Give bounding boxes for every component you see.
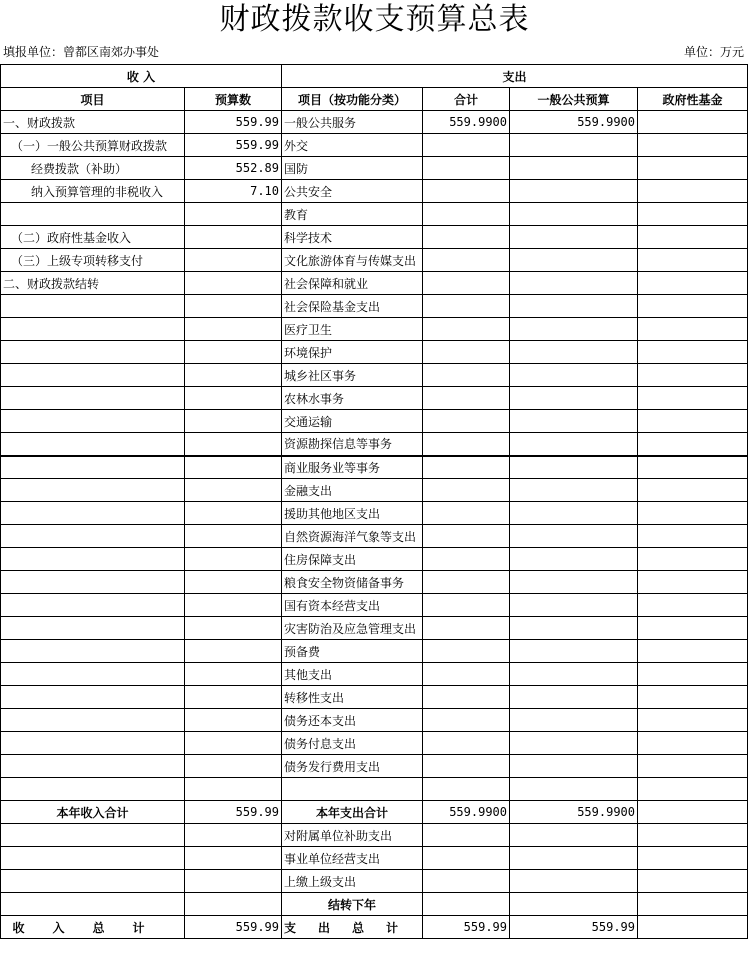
income-item-cell <box>1 663 185 686</box>
expense-general-cell <box>510 318 638 341</box>
expense-total-cell <box>423 847 510 870</box>
expense-general-cell <box>510 387 638 410</box>
expense-total-cell <box>423 456 510 479</box>
expense-item-cell: 文化旅游体育与传媒支出 <box>282 249 423 272</box>
expense-general-cell <box>510 617 638 640</box>
grand-total-row <box>1 916 748 939</box>
expense-general-cell <box>510 640 638 663</box>
expense-general-cell <box>510 548 638 571</box>
income-item-cell <box>1 410 185 433</box>
income-value-cell <box>185 663 282 686</box>
income-item-cell <box>1 824 185 847</box>
expense-total-cell <box>423 617 510 640</box>
expense-general-cell <box>510 847 638 870</box>
expense-general-cell <box>510 663 638 686</box>
income-item-cell: 一、财政拨款 <box>1 111 185 134</box>
table-row <box>1 709 748 732</box>
income-value-cell <box>185 732 282 755</box>
table-row <box>1 226 748 249</box>
expense-general-cell <box>510 502 638 525</box>
expense-total-cell <box>423 226 510 249</box>
grand-expense-label: 支出总计 <box>282 916 423 939</box>
carry-forward-row <box>1 893 748 916</box>
grand-income-label: 收入总计 <box>1 916 185 939</box>
expense-general-cell <box>510 479 638 502</box>
table-row <box>1 686 748 709</box>
expense-fund-cell <box>638 571 748 594</box>
expense-total-cell <box>423 410 510 433</box>
table-row <box>1 870 748 893</box>
expense-fund-cell <box>638 594 748 617</box>
income-value-cell <box>185 640 282 663</box>
income-value-cell <box>185 594 282 617</box>
expense-item-cell: 科学技术 <box>282 226 423 249</box>
expense-fund-cell <box>638 272 748 295</box>
table-row <box>1 824 748 847</box>
expense-fund-cell <box>638 364 748 387</box>
income-value-cell <box>185 249 282 272</box>
grand-expense-total: 559.99 <box>423 916 510 939</box>
expense-total-cell <box>423 663 510 686</box>
income-item-cell <box>1 709 185 732</box>
income-item-cell <box>1 778 185 801</box>
income-value-cell <box>185 341 282 364</box>
income-value-cell <box>185 456 282 479</box>
income-item-cell <box>1 686 185 709</box>
expense-fund-cell <box>638 732 748 755</box>
expense-fund-cell <box>638 410 748 433</box>
expense-item-cell: 社会保障和就业 <box>282 272 423 295</box>
income-value-cell <box>185 295 282 318</box>
income-item-cell <box>1 502 185 525</box>
year-income-label: 本年收入合计 <box>1 801 185 824</box>
expense-total-cell <box>423 548 510 571</box>
income-item-cell <box>1 479 185 502</box>
expense-fund-cell <box>638 778 748 801</box>
col-header-item-by-function: 项目（按功能分类） <box>282 88 423 111</box>
table-row <box>1 249 748 272</box>
table-row <box>1 180 748 203</box>
expense-general-cell <box>510 433 638 456</box>
expense-total-cell <box>423 203 510 226</box>
expense-fund-cell <box>638 295 748 318</box>
expense-general-cell: 559.9900 <box>510 111 638 134</box>
table-row <box>1 433 748 456</box>
income-item-cell: 经费拨款（补助） <box>1 157 185 180</box>
expense-item-cell: 援助其他地区支出 <box>282 502 423 525</box>
expense-total-cell <box>423 571 510 594</box>
expense-fund-cell <box>638 640 748 663</box>
col-header-item: 项目 <box>1 88 185 111</box>
income-item-cell <box>1 571 185 594</box>
table-row <box>1 548 748 571</box>
expense-total-cell <box>423 341 510 364</box>
table-row <box>1 203 748 226</box>
expense-general-cell <box>510 778 638 801</box>
expense-total-cell <box>423 272 510 295</box>
income-value-cell <box>185 479 282 502</box>
income-value-cell: 552.89 <box>185 157 282 180</box>
expense-fund-cell <box>638 157 748 180</box>
expense-fund-cell <box>638 893 748 916</box>
table-row <box>1 594 748 617</box>
income-item-cell <box>1 594 185 617</box>
expense-item-cell: 外交 <box>282 134 423 157</box>
col-header-general-budget: 一般公共预算 <box>510 88 638 111</box>
income-value-cell <box>185 548 282 571</box>
income-value-cell: 559.99 <box>185 134 282 157</box>
expense-total-cell <box>423 249 510 272</box>
expense-item-cell: 住房保障支出 <box>282 548 423 571</box>
income-item-cell <box>1 870 185 893</box>
table-row <box>1 847 748 870</box>
expense-total-cell <box>423 594 510 617</box>
expense-item-cell: 自然资源海洋气象等支出 <box>282 525 423 548</box>
expense-total-cell <box>423 824 510 847</box>
expense-total-cell <box>423 732 510 755</box>
income-value-cell: 7.10 <box>185 180 282 203</box>
income-value-cell <box>185 686 282 709</box>
expense-general-cell <box>510 134 638 157</box>
table-row <box>1 502 748 525</box>
expense-total-cell <box>423 640 510 663</box>
reporting-unit: 填报单位：曾都区南郊办事处 <box>3 45 160 59</box>
income-value-cell: 559.99 <box>185 111 282 134</box>
expense-general-cell <box>510 364 638 387</box>
grand-expense-fund <box>638 916 748 939</box>
income-item-cell <box>1 893 185 916</box>
expense-item-cell: 国防 <box>282 157 423 180</box>
expense-total-cell <box>423 387 510 410</box>
col-header-gov-fund: 政府性基金 <box>638 88 748 111</box>
income-header: 收 入 <box>1 65 282 88</box>
expense-item-cell: 灾害防治及应急管理支出 <box>282 617 423 640</box>
expense-total-cell <box>423 134 510 157</box>
expense-total-cell <box>423 318 510 341</box>
expense-fund-cell <box>638 226 748 249</box>
table-row <box>1 157 748 180</box>
expense-header: 支出 <box>282 65 748 88</box>
expense-fund-cell <box>638 111 748 134</box>
income-value-cell <box>185 870 282 893</box>
income-item-cell <box>1 364 185 387</box>
expense-fund-cell <box>638 709 748 732</box>
income-item-cell: 纳入预算管理的非税收入 <box>1 180 185 203</box>
expense-item-cell: 商业服务业等事务 <box>282 456 423 479</box>
table-row <box>1 571 748 594</box>
table-row <box>1 295 748 318</box>
expense-item-cell: 其他支出 <box>282 663 423 686</box>
income-value-cell <box>185 893 282 916</box>
expense-fund-cell <box>638 755 748 778</box>
expense-general-cell <box>510 226 638 249</box>
expense-fund-cell <box>638 824 748 847</box>
expense-general-cell <box>510 732 638 755</box>
income-value-cell <box>185 617 282 640</box>
expense-general-cell <box>510 456 638 479</box>
expense-item-cell: 公共安全 <box>282 180 423 203</box>
income-item-cell <box>1 203 185 226</box>
expense-total-cell <box>423 686 510 709</box>
expense-item-cell: 对附属单位补助支出 <box>282 824 423 847</box>
header-row-1 <box>1 65 748 88</box>
income-item-cell <box>1 433 185 456</box>
income-value-cell <box>185 571 282 594</box>
table-row <box>1 341 748 364</box>
income-item-cell: （一）一般公共预算财政拨款 <box>1 134 185 157</box>
income-item-cell <box>1 525 185 548</box>
income-item-cell: （三）上级专项转移支付 <box>1 249 185 272</box>
expense-total-cell <box>423 755 510 778</box>
year-expense-fund <box>638 801 748 824</box>
table-row <box>1 272 748 295</box>
income-item-cell <box>1 640 185 663</box>
expense-total-cell <box>423 364 510 387</box>
expense-fund-cell <box>638 433 748 456</box>
income-value-cell <box>185 387 282 410</box>
expense-fund-cell <box>638 663 748 686</box>
income-value-cell <box>185 318 282 341</box>
expense-total-cell <box>423 870 510 893</box>
expense-total-cell <box>423 157 510 180</box>
expense-item-cell: 医疗卫生 <box>282 318 423 341</box>
expense-fund-cell <box>638 341 748 364</box>
expense-item-cell: 教育 <box>282 203 423 226</box>
expense-general-cell <box>510 410 638 433</box>
year-expense-general: 559.9900 <box>510 801 638 824</box>
income-item-cell <box>1 387 185 410</box>
expense-item-cell: 资源勘探信息等事务 <box>282 433 423 456</box>
expense-general-cell <box>510 870 638 893</box>
expense-item-cell <box>282 778 423 801</box>
currency-unit: 单位：万元 <box>683 45 744 59</box>
grand-expense-general: 559.99 <box>510 916 638 939</box>
expense-fund-cell <box>638 479 748 502</box>
income-item-cell: 二、财政拨款结转 <box>1 272 185 295</box>
expense-fund-cell <box>638 318 748 341</box>
expense-fund-cell <box>638 456 748 479</box>
expense-general-cell <box>510 824 638 847</box>
table-row <box>1 364 748 387</box>
expense-item-cell: 预备费 <box>282 640 423 663</box>
expense-item-cell: 一般公共服务 <box>282 111 423 134</box>
expense-item-cell: 转移性支出 <box>282 686 423 709</box>
income-value-cell <box>185 226 282 249</box>
income-value-cell <box>185 824 282 847</box>
expense-total-cell <box>423 709 510 732</box>
expense-item-cell: 环境保护 <box>282 341 423 364</box>
income-item-cell <box>1 456 185 479</box>
expense-fund-cell <box>638 617 748 640</box>
header-row-2 <box>1 88 748 111</box>
expense-general-cell <box>510 203 638 226</box>
table-row <box>1 640 748 663</box>
expense-fund-cell <box>638 686 748 709</box>
income-item-cell <box>1 295 185 318</box>
table-row <box>1 617 748 640</box>
expense-general-cell <box>510 709 638 732</box>
expense-fund-cell <box>638 502 748 525</box>
expense-total-cell <box>423 502 510 525</box>
table-row <box>1 456 748 479</box>
expense-item-cell: 金融支出 <box>282 479 423 502</box>
expense-total-cell: 559.9900 <box>423 111 510 134</box>
grand-income-value: 559.99 <box>185 916 282 939</box>
expense-fund-cell <box>638 387 748 410</box>
expense-fund-cell <box>638 249 748 272</box>
table-row <box>1 525 748 548</box>
expense-total-cell <box>423 893 510 916</box>
expense-general-cell <box>510 525 638 548</box>
table-row <box>1 778 748 801</box>
income-value-cell <box>185 778 282 801</box>
expense-general-cell <box>510 249 638 272</box>
expense-general-cell <box>510 755 638 778</box>
income-item-cell <box>1 755 185 778</box>
expense-item-cell: 交通运输 <box>282 410 423 433</box>
page-title: 财政拨款收支预算总表 <box>219 2 530 37</box>
year-total-row <box>1 801 748 824</box>
expense-fund-cell <box>638 203 748 226</box>
table-row <box>1 134 748 157</box>
expense-item-cell: 农林水事务 <box>282 387 423 410</box>
expense-item-cell: 社会保险基金支出 <box>282 295 423 318</box>
expense-fund-cell <box>638 525 748 548</box>
income-value-cell <box>185 272 282 295</box>
income-value-cell <box>185 433 282 456</box>
income-value-cell <box>185 410 282 433</box>
expense-fund-cell <box>638 134 748 157</box>
carry-forward-label: 结转下年 <box>282 893 423 916</box>
expense-fund-cell <box>638 847 748 870</box>
table-row <box>1 410 748 433</box>
table-row <box>1 732 748 755</box>
income-value-cell <box>185 203 282 226</box>
table-row <box>1 663 748 686</box>
expense-general-cell <box>510 594 638 617</box>
expense-item-cell: 债务发行费用支出 <box>282 755 423 778</box>
expense-item-cell: 事业单位经营支出 <box>282 847 423 870</box>
expense-total-cell <box>423 295 510 318</box>
expense-general-cell <box>510 272 638 295</box>
expense-total-cell <box>423 778 510 801</box>
income-item-cell <box>1 847 185 870</box>
income-value-cell <box>185 364 282 387</box>
income-value-cell <box>185 525 282 548</box>
year-expense-total: 559.9900 <box>423 801 510 824</box>
expense-general-cell <box>510 341 638 364</box>
table-row <box>1 111 748 134</box>
expense-general-cell <box>510 893 638 916</box>
income-value-cell <box>185 709 282 732</box>
expense-fund-cell <box>638 180 748 203</box>
table-row <box>1 387 748 410</box>
budget-table <box>0 64 748 939</box>
expense-total-cell <box>423 180 510 203</box>
expense-general-cell <box>510 571 638 594</box>
table-row <box>1 479 748 502</box>
col-header-budget: 预算数 <box>185 88 282 111</box>
income-item-cell <box>1 318 185 341</box>
income-value-cell <box>185 847 282 870</box>
expense-general-cell <box>510 180 638 203</box>
income-item-cell: （二）政府性基金收入 <box>1 226 185 249</box>
expense-item-cell: 债务还本支出 <box>282 709 423 732</box>
expense-total-cell <box>423 479 510 502</box>
income-value-cell <box>185 755 282 778</box>
expense-fund-cell <box>638 870 748 893</box>
income-item-cell <box>1 617 185 640</box>
income-item-cell <box>1 341 185 364</box>
expense-total-cell <box>423 433 510 456</box>
income-item-cell <box>1 732 185 755</box>
expense-general-cell <box>510 295 638 318</box>
expense-item-cell: 国有资本经营支出 <box>282 594 423 617</box>
year-expense-label: 本年支出合计 <box>282 801 423 824</box>
expense-item-cell: 城乡社区事务 <box>282 364 423 387</box>
expense-total-cell <box>423 525 510 548</box>
expense-fund-cell <box>638 548 748 571</box>
year-income-value: 559.99 <box>185 801 282 824</box>
expense-item-cell: 粮食安全物资储备事务 <box>282 571 423 594</box>
income-value-cell <box>185 502 282 525</box>
expense-general-cell <box>510 686 638 709</box>
table-row <box>1 755 748 778</box>
expense-item-cell: 上缴上级支出 <box>282 870 423 893</box>
expense-item-cell: 债务付息支出 <box>282 732 423 755</box>
col-header-total: 合计 <box>423 88 510 111</box>
expense-general-cell <box>510 157 638 180</box>
income-item-cell <box>1 548 185 571</box>
table-row <box>1 318 748 341</box>
